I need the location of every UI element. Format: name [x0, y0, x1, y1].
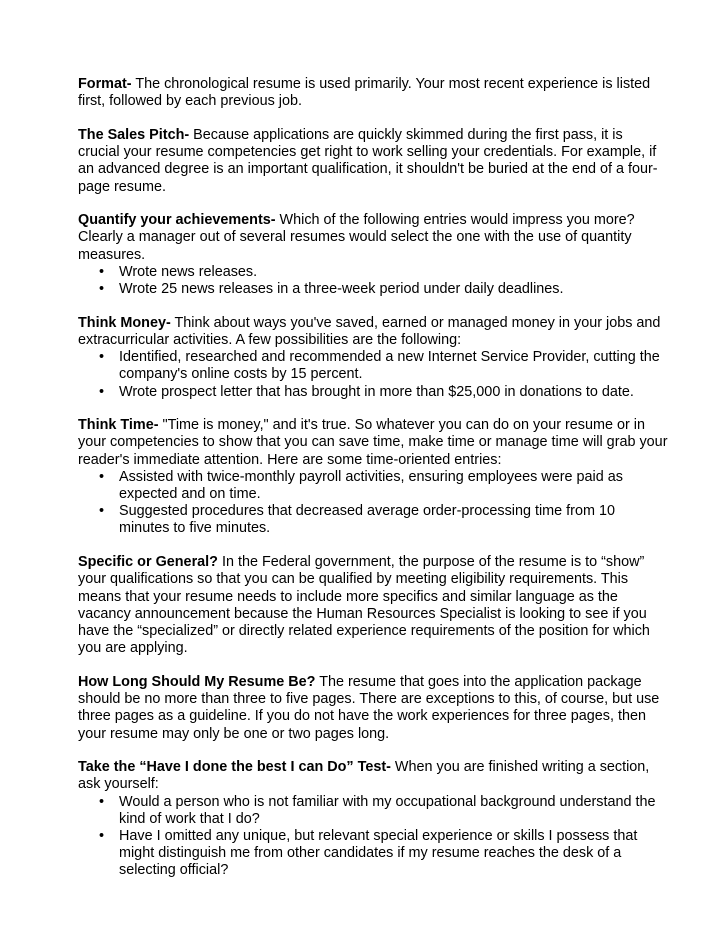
section-sales-pitch — [78, 127, 668, 196]
section-body: Which of the following entries would impress you more? Clearly a manager out of several resumes would select the one with the use of quantity measures. — [78, 212, 635, 263]
section-body: In the Federal government, the purpose of the resume is to “show” your qualifications so that you can be qualified by meeting eligibility requirements. This means that your resume needs to include more specifics and similar language as the vacancy announcement because the Human Resources Specialist is looking to see if you have the “specialized” or directly related experience requirements of the position for which you are applying. — [78, 554, 650, 657]
list-item-text: Wrote 25 news releases in a three-week period under daily deadlines. — [119, 281, 564, 298]
paragraph — [78, 127, 668, 196]
bullet-list — [78, 794, 668, 880]
section-body: "Time is money," and it's true. So whatever you can do on your resume or in your competencies to show that you can save time, make time or manage time will grab your reader's immediate attention. Here are some time-oriented entries: — [78, 417, 668, 468]
section-think-time — [78, 417, 668, 537]
bullet-icon: • — [99, 468, 105, 485]
bullet-icon: • — [99, 263, 105, 280]
section-best-test — [78, 759, 668, 879]
list-item — [99, 828, 668, 880]
bullet-list — [78, 469, 668, 538]
bullet-icon: • — [99, 828, 105, 845]
paragraph — [78, 674, 668, 743]
paragraph — [78, 315, 668, 349]
section-specific-or-general — [78, 554, 668, 657]
list-item — [99, 793, 668, 828]
bullet-icon: • — [99, 349, 105, 366]
bullet-icon: • — [99, 503, 105, 520]
section-body: The resume that goes into the application package should be no more than three to five pages. There are exceptions to this, of course, but use three pages as a guideline. If you do not have the work experiences for three pages, then your resume may only be one or two pages long. — [78, 673, 660, 742]
list-item-text: Have I omitted any unique, but relevant special experience or skills I possess that might distinguish me from other candidates if my resume reaches the desk of a selecting official? — [119, 828, 638, 879]
paragraph — [78, 212, 668, 264]
section-body: When you are finished writing a section, ask yourself: — [78, 759, 650, 793]
section-heading: Quantify your achievements- — [78, 212, 276, 229]
bullet-icon: • — [99, 383, 105, 400]
list-item — [99, 281, 668, 298]
section-heading: Think Money- — [78, 314, 171, 331]
paragraph — [78, 554, 668, 657]
section-heading: How Long Should My Resume Be? — [78, 673, 316, 690]
section-body: Think about ways you've saved, earned or managed money in your jobs and extracurricular activities. A few possibilities are the following: — [78, 314, 661, 348]
section-heading: Take the “Have I done the best I can Do” Test- — [78, 759, 391, 776]
section-body: Because applications are quickly skimmed during the first pass, it is crucial your resume competencies get right to work selling your credentials. For example, if an advanced degree is an important qualification, it shouldn't be buried at the end of a four-page resume. — [78, 126, 658, 195]
list-item — [99, 349, 668, 383]
section-heading: Format- — [78, 76, 132, 92]
section-heading: The Sales Pitch- — [78, 126, 190, 143]
list-item — [99, 468, 668, 503]
bullet-list — [78, 264, 668, 298]
list-item-text: Wrote prospect letter that has brought in more than $25,000 in donations to date. — [119, 383, 634, 400]
list-item — [99, 383, 668, 401]
list-item-text: Wrote news releases. — [119, 263, 258, 280]
section-resume-length — [78, 674, 668, 743]
paragraph — [78, 759, 668, 793]
section-heading: Specific or General? — [78, 554, 218, 571]
section-quantify-achievements — [78, 212, 668, 298]
paragraph — [78, 417, 668, 469]
list-item-text: Assisted with twice-monthly payroll activities, ensuring employees were paid as expected and on time. — [119, 468, 623, 503]
list-item-text: Identified, researched and recommended a new Internet Service Provider, cutting the company's online costs by 15 percent. — [119, 349, 660, 383]
section-format — [78, 76, 668, 110]
paragraph — [78, 76, 668, 110]
list-item-text: Would a person who is not familiar with my occupational background understand the kind of work that I do? — [119, 793, 656, 827]
bullet-icon: • — [99, 793, 105, 810]
bullet-list — [78, 349, 668, 401]
list-item — [99, 263, 668, 281]
section-body: The chronological resume is used primarily. Your most recent experience is listed first, followed by each previous job. — [78, 76, 651, 110]
section-think-money — [78, 315, 668, 401]
list-item-text: Suggested procedures that decreased average order-processing time from 10 minutes to five minutes. — [119, 503, 615, 537]
section-heading: Think Time- — [78, 417, 159, 434]
list-item — [99, 503, 668, 537]
bullet-icon: • — [99, 281, 105, 298]
